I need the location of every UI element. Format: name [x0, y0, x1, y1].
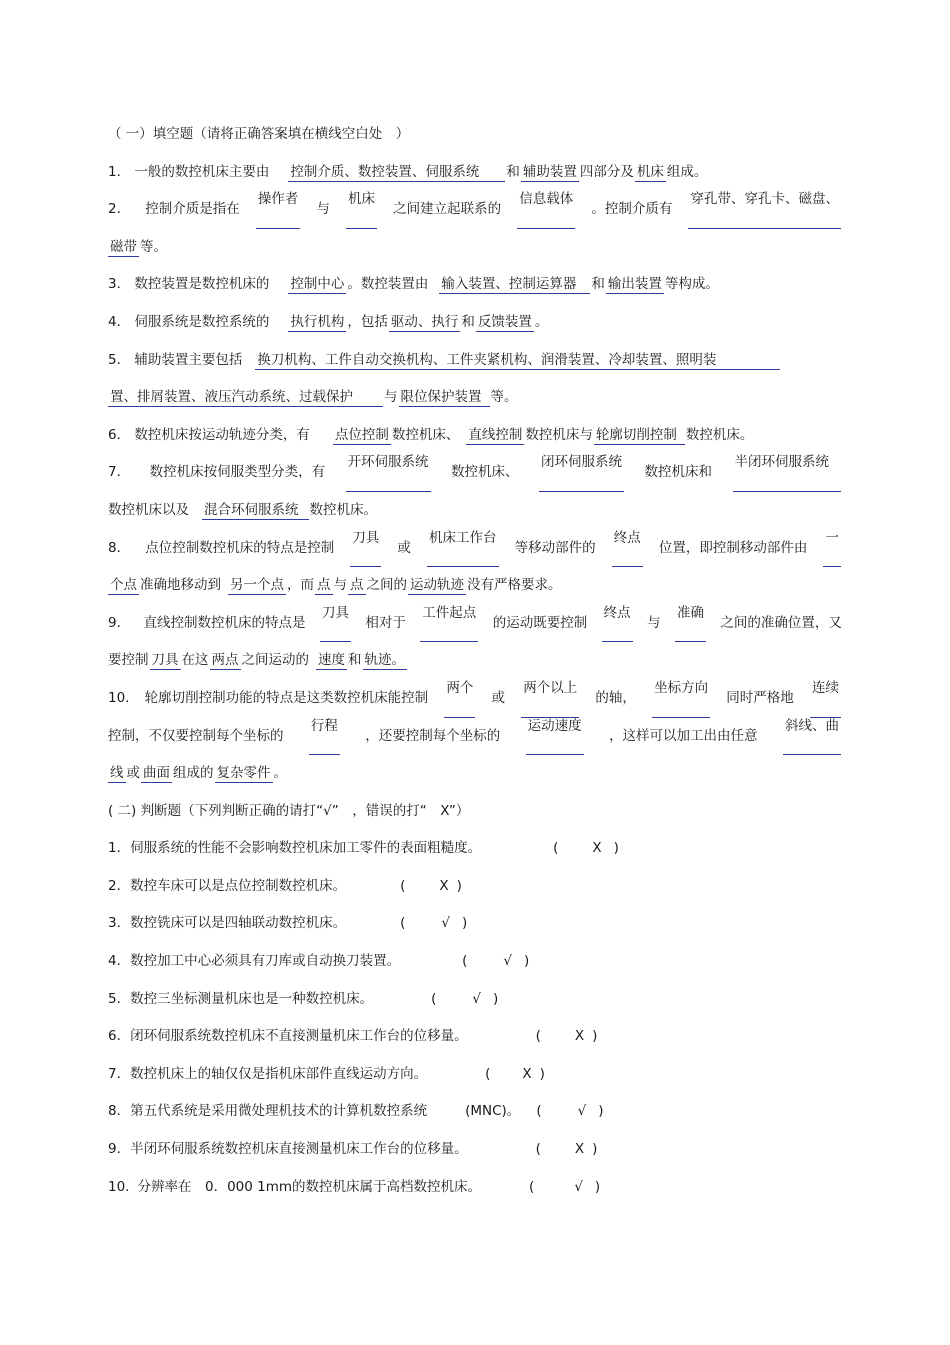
answer-blank: 操作者: [256, 191, 301, 229]
question-text: ，还要控制每个坐标的: [365, 727, 501, 744]
question-text: 伺服系统是数控系统的: [134, 313, 270, 330]
question-text: (MNC)。: [465, 1103, 521, 1120]
answer-bracket: (: [431, 990, 437, 1007]
fill-question-2-cont: [108, 229, 842, 267]
answer-blank: 坐标方向: [652, 680, 710, 718]
question-text: 第五代系统是采用微处理机技术的计算机数控系统: [130, 1103, 428, 1120]
question-number: 1．: [108, 840, 131, 857]
question-text: 闭环伺服系统数控机床不直接测量机床工作台的位移量。: [130, 1028, 468, 1045]
answer-blank: 点: [317, 577, 331, 594]
answer-blank: 个点: [110, 577, 137, 594]
answer-bracket: (: [462, 953, 468, 970]
answer-mark: X: [522, 1065, 532, 1082]
question-text: 与: [333, 577, 347, 594]
answer-blank: 两个以上: [521, 680, 579, 718]
question-number: 8．: [108, 1103, 131, 1120]
question-text: 伺服系统的性能不会影响数控机床加工零件的表面粗糙度。: [130, 840, 482, 857]
answer-blank: 驱动、执行: [390, 313, 459, 330]
question-number: 8．: [108, 539, 131, 556]
answer-bracket: ): [613, 840, 619, 857]
question-number: 3．: [108, 915, 131, 932]
question-text: 或: [126, 765, 140, 782]
question-text: 和: [506, 163, 520, 180]
question-text: 轮廓切削控制功能的特点是这类数控机床能控制: [144, 689, 429, 706]
answer-bracket: ): [592, 1141, 598, 1158]
answer-blank: 线: [110, 765, 124, 782]
answer-bracket: (: [400, 877, 406, 894]
question-number: 6．: [108, 1028, 131, 1045]
question-text: 或: [397, 539, 411, 556]
answer-bracket: (: [400, 915, 406, 932]
answer-blank: 准确: [675, 605, 706, 643]
answer-blank: 穿孔带、穿孔卡、磁盘、: [688, 191, 841, 229]
answer-blank: 辅助装置: [522, 163, 577, 180]
answer-bracket: ): [456, 877, 462, 894]
answer-mark: X: [574, 1141, 585, 1158]
question-text: 组成。: [666, 163, 708, 180]
question-number: 6．: [108, 426, 131, 443]
answer-blank: 一: [823, 530, 841, 568]
answer-blank: 终点: [602, 605, 633, 643]
judge-question-3: [108, 905, 842, 943]
question-text: 和: [591, 276, 605, 293]
answer-mark: X: [574, 1028, 585, 1045]
question-text: 准确地移动到: [140, 577, 221, 594]
judge-question-1: [108, 830, 842, 868]
document-page: [108, 116, 842, 1206]
question-text: 数控机床。: [685, 426, 754, 443]
question-number: 1．: [108, 163, 131, 180]
answer-blank: 点位控制: [334, 426, 389, 443]
answer-blank: 机床工作台: [427, 530, 499, 568]
question-text: 位置，即控制移动部件由: [658, 539, 808, 556]
judge-question-8: [108, 1093, 842, 1131]
answer-blank: 速度: [318, 652, 345, 669]
answer-blank: 磁带: [110, 238, 137, 255]
answer-bracket: (: [529, 1178, 535, 1195]
question-number: 5．: [108, 351, 131, 368]
question-text: 数控机床、: [451, 464, 519, 481]
answer-bracket: ): [461, 915, 468, 932]
fill-question-10-cont2: [108, 755, 842, 793]
question-number: 5．: [108, 990, 131, 1007]
answer-bracket: ): [594, 1178, 601, 1195]
answer-blank: 直线控制: [468, 426, 523, 443]
question-text: 数控装置是数控机床的: [134, 276, 270, 293]
answer-blank: 刀具: [350, 530, 381, 568]
fill-question-6: [108, 417, 842, 455]
fill-question-1: [108, 154, 842, 192]
question-text: 。: [273, 765, 287, 782]
answer-bracket: ): [492, 990, 499, 1007]
answer-blank: 闭环伺服系统: [539, 454, 624, 492]
question-text: 。数控装置由: [347, 276, 429, 293]
question-text: 之间建立起联系的: [393, 201, 502, 218]
answer-bracket: (: [536, 1103, 542, 1120]
answer-blank: 开环伺服系统: [346, 454, 431, 492]
question-text: 等。: [490, 389, 518, 406]
question-text: 和: [461, 313, 475, 330]
question-text: 直线控制数控机床的特点是: [143, 614, 306, 631]
question-text: 数控机床以及: [108, 501, 189, 518]
question-text: 组成的: [173, 765, 214, 782]
judge-question-2: [108, 868, 842, 906]
question-text: 半闭环伺服系统数控机床直接测量机床工作台的位移量。: [130, 1141, 468, 1158]
answer-blank: 终点: [612, 530, 643, 568]
answer-blank: 半闭环伺服系统: [733, 454, 842, 492]
question-text: 数控机床与: [525, 426, 593, 443]
fill-question-4: [108, 304, 842, 342]
fill-question-8-cont: [108, 567, 842, 605]
answer-blank: 两个: [444, 680, 475, 718]
fill-question-9: [108, 605, 842, 643]
answer-blank: 输入装置、控制运算器: [439, 276, 590, 294]
question-text: 数控机床按伺服类型分类，有: [149, 464, 326, 481]
question-number: 2．: [108, 877, 131, 894]
question-number: 7．: [108, 1065, 131, 1082]
question-text: 四部分及: [579, 163, 634, 180]
fill-question-7: [108, 454, 842, 492]
question-text: 和: [348, 652, 362, 669]
question-text: 等移动部件的: [514, 539, 596, 556]
answer-blank: 反馈装置: [477, 313, 532, 330]
fill-question-8: [108, 530, 842, 568]
answer-bracket: (: [535, 1141, 541, 1158]
question-number: 3．: [108, 276, 131, 293]
question-number: 4．: [108, 953, 131, 970]
fill-question-5-cont: [108, 379, 842, 417]
judge-question-9: [108, 1131, 842, 1169]
fill-question-5: [108, 342, 842, 380]
question-number: 10.: [108, 689, 130, 706]
answer-blank: 刀具: [151, 652, 179, 669]
answer-blank: 刀具: [320, 605, 351, 643]
answer-blank: 曲面: [143, 765, 170, 782]
answer-mark: X: [592, 840, 602, 857]
answer-blank: 机床: [636, 163, 664, 180]
answer-blank: 机床: [346, 191, 377, 229]
answer-blank: 另一个点: [230, 577, 284, 594]
judge-question-10: [108, 1169, 842, 1207]
fill-question-3: [108, 266, 842, 304]
answer-blank: 信息载体: [517, 191, 575, 229]
question-text: 数控三坐标测量机床也是一种数控机床。: [130, 990, 374, 1007]
question-text: 等。: [140, 238, 167, 255]
question-text: 数控机床上的轴仅仅是指机床部件直线运动方向。: [130, 1065, 428, 1082]
question-text: 在这: [181, 652, 209, 669]
question-text: 数控机床、: [391, 426, 460, 443]
question-text: 等构成。: [664, 276, 719, 293]
answer-mark: √: [503, 953, 512, 970]
question-number: 10.: [108, 1178, 130, 1195]
answer-blank: 点: [350, 577, 364, 594]
fill-question-10-cont: [108, 718, 842, 756]
question-text: 数控机床和: [644, 464, 713, 481]
judge-question-6: [108, 1018, 842, 1056]
answer-blank: 运动速度: [526, 718, 584, 756]
answer-blank: 连续: [810, 680, 841, 718]
question-text: ，而: [287, 577, 314, 594]
answer-blank: 轮廓切削控制: [594, 427, 685, 445]
question-text: 相对于: [365, 614, 406, 631]
answer-mark: √: [472, 990, 481, 1007]
question-number: 2．: [108, 201, 131, 218]
question-text: 同时严格地: [726, 689, 794, 706]
answer-bracket: (: [553, 840, 559, 857]
question-text: 辅助装置主要包括: [134, 351, 243, 368]
answer-blank: 行程: [309, 718, 340, 756]
question-text: ，这样可以加工出由任意: [609, 727, 758, 744]
answer-mark: √: [577, 1103, 587, 1120]
question-text: 一般的数控机床主要由: [134, 163, 270, 180]
question-text: 数控加工中心必须具有刀库或自动换刀装置。: [130, 953, 401, 970]
question-text: 控制，不仅要控制每个坐标的: [108, 727, 284, 744]
question-text: 控制介质是指在: [145, 201, 240, 218]
judge-question-4: [108, 943, 842, 981]
answer-bracket: ): [592, 1028, 598, 1045]
question-text: 之间运动的: [241, 652, 309, 669]
question-text: 数控车床可以是点位控制数控机床。: [130, 877, 347, 894]
question-text: 与: [384, 389, 398, 406]
question-number: 7．: [108, 464, 131, 481]
question-text: ，包括: [347, 313, 388, 330]
answer-blank: 输出装置: [607, 276, 662, 293]
answer-blank: 复杂零件: [216, 765, 271, 782]
answer-blank: 控制中心: [290, 276, 345, 293]
judge-question-5: [108, 981, 842, 1019]
answer-blank: 混合环伺服系统: [202, 502, 309, 520]
question-text: 之间的: [366, 577, 407, 594]
question-number: 9．: [108, 1141, 131, 1158]
fill-question-9-cont: [108, 642, 842, 680]
answer-blank: 换刀机构、工件自动交换机构、工件夹紧机构、润滑装置、冷却装置、照明装: [255, 352, 780, 370]
question-text: 与: [316, 201, 330, 218]
question-text: 。控制介质有: [591, 201, 673, 218]
section1-title: [108, 116, 842, 154]
answer-bracket: ): [598, 1103, 604, 1120]
answer-mark: √: [574, 1178, 583, 1195]
question-text: 。: [534, 313, 549, 330]
answer-blank: 运动轨迹: [410, 577, 464, 594]
fill-question-10: [108, 680, 842, 718]
question-text: 分辨率在 0．000 1mm的数控机床属于高档数控机床。: [137, 1178, 482, 1195]
question-text: 数控机床按运动轨迹分类，有: [134, 426, 310, 443]
fill-question-7-cont: [108, 492, 842, 530]
question-text: 的轴，: [595, 689, 636, 706]
answer-mark: X: [439, 877, 449, 894]
question-number: 9．: [108, 614, 131, 631]
question-number: 4．: [108, 313, 131, 330]
answer-blank: 两点: [211, 652, 239, 669]
answer-bracket: (: [535, 1028, 541, 1045]
fill-question-2: [108, 191, 842, 229]
question-text: 要控制: [108, 652, 149, 669]
answer-blank: 工件起点: [420, 605, 478, 643]
judge-question-7: [108, 1056, 842, 1094]
question-text: 之间的准确位置，又: [720, 614, 842, 631]
section2-title: [108, 793, 842, 831]
answer-mark: √: [441, 915, 450, 932]
question-text: 与: [647, 614, 661, 631]
answer-bracket: (: [485, 1065, 491, 1082]
section1-title-text: （ 一）填空题（请将正确答案填在横线空白处 ）: [108, 126, 410, 142]
question-text: 没有严格要求。: [467, 577, 562, 594]
answer-bracket: ): [539, 1065, 545, 1082]
answer-blank: 置、排屑装置、液压汽动系统、过载保护: [108, 389, 383, 407]
answer-blank: 控制介质、数控装置、伺服系统: [288, 164, 505, 182]
question-text: 或: [491, 689, 506, 706]
question-text: 的运动既要控制: [492, 614, 588, 631]
answer-blank: 执行机构: [290, 313, 345, 330]
question-text: 数控机床。: [309, 501, 377, 518]
answer-blank: 斜线、曲: [783, 718, 841, 756]
answer-blank: 轨迹。: [364, 652, 405, 669]
answer-blank: 限位保护装置: [399, 389, 490, 407]
question-text: 数控铣床可以是四轴联动数控机床。: [130, 915, 347, 932]
section2-title-text: ( 二) 判断题（下列判断正确的请打“√” ，错误的打“ X”）: [108, 802, 470, 819]
question-text: 点位控制数控机床的特点是控制: [145, 539, 335, 556]
answer-bracket: ): [523, 953, 530, 970]
